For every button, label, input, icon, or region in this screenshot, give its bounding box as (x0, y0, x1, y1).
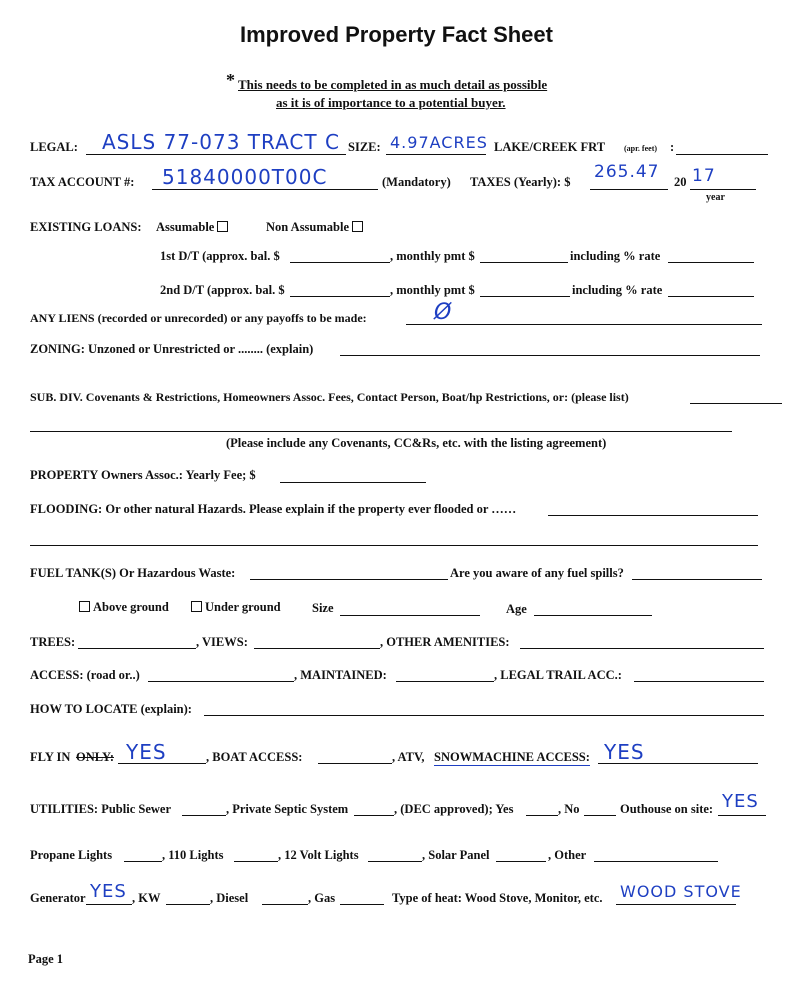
trail-line[interactable] (634, 681, 764, 682)
assumable-checkbox[interactable] (217, 221, 228, 232)
outhouse-line[interactable] (718, 815, 766, 816)
diesel-line[interactable] (262, 904, 308, 905)
maintained-line[interactable] (396, 681, 494, 682)
tank-age-line[interactable] (534, 615, 652, 616)
second-dt-rate: including % rate (572, 283, 663, 297)
trail-label: , LEGAL TRAIL ACC.: (494, 668, 622, 682)
generator-label: Generator (30, 891, 86, 905)
solar-label: , Solar Panel (422, 848, 490, 862)
year-value: 17 (692, 166, 716, 186)
l110-line[interactable] (234, 861, 278, 862)
locate-label: HOW TO LOCATE (explain): (30, 702, 192, 716)
second-dt-label: 2nd D/T (approx. bal. $ (160, 283, 285, 297)
boat-line[interactable] (318, 763, 392, 764)
snow-label: SNOWMACHINE ACCESS: (434, 750, 590, 764)
first-dt-bal-line[interactable] (290, 262, 390, 263)
locate-line[interactable] (204, 715, 764, 716)
second-dt-rate-line[interactable] (668, 296, 754, 297)
trees-label: TREES: (30, 635, 76, 649)
above-ground-option[interactable] (76, 600, 169, 615)
outhouse-value: YES (722, 791, 759, 812)
first-dt-rate: including % rate (570, 249, 661, 263)
legal-label: LEGAL: (30, 140, 78, 154)
no-label: , No (558, 802, 580, 816)
gas-line[interactable] (340, 904, 384, 905)
subdiv-line-1[interactable] (690, 403, 782, 404)
heat-value: WOOD STOVE (620, 882, 742, 901)
age-label: Age (506, 602, 527, 616)
outhouse-label: Outhouse on site: (620, 802, 714, 816)
heat-line[interactable] (616, 904, 736, 905)
non-assumable-checkbox[interactable] (352, 221, 363, 232)
subdiv-line-2[interactable] (30, 431, 732, 432)
asterisk: * (226, 70, 235, 90)
owners-fee-line[interactable] (280, 482, 426, 483)
first-dt-monthly: , monthly pmt $ (390, 249, 475, 263)
views-label: , VIEWS: (196, 635, 248, 649)
legal-line[interactable] (86, 154, 346, 155)
mandatory-label: (Mandatory) (382, 175, 451, 189)
year-line[interactable] (690, 189, 756, 190)
flooding-line-1[interactable] (548, 515, 758, 516)
zoning-line[interactable] (340, 355, 760, 356)
dec-label: , (DEC approved); Yes (394, 802, 514, 816)
tax-value: 51840000T00C (162, 165, 328, 189)
taxes-line[interactable] (590, 189, 668, 190)
sewer-line[interactable] (182, 815, 226, 816)
under-ground-label: Under ground (205, 600, 281, 614)
generator-value: YES (90, 881, 127, 902)
assumable-option[interactable] (156, 220, 231, 235)
spills-label: Are you aware of any fuel spills? (450, 566, 624, 580)
liens-value: Ø (434, 300, 453, 325)
kw-line[interactable] (166, 904, 210, 905)
snow-value: YES (604, 740, 645, 764)
l12-line[interactable] (368, 861, 422, 862)
above-ground-checkbox[interactable] (79, 601, 90, 612)
access-line[interactable] (148, 681, 294, 682)
atv-label: , ATV, (392, 750, 425, 764)
fuel-line[interactable] (250, 579, 448, 580)
gas-label: , Gas (308, 891, 336, 905)
tax-label: TAX ACCOUNT #: (30, 175, 135, 189)
boat-label: , BOAT ACCESS: (206, 750, 303, 764)
views-line[interactable] (254, 648, 380, 649)
septic-label: , Private Septic System (226, 802, 349, 816)
taxes-value: 265.47 (594, 162, 660, 182)
lake-label: LAKE/CREEK FRT (494, 140, 606, 154)
year-prefix: 20 (674, 175, 687, 189)
trees-line[interactable] (78, 648, 196, 649)
second-dt-bal-line[interactable] (290, 296, 390, 297)
amenities-label: , OTHER AMENITIES: (380, 635, 510, 649)
solar-line[interactable] (496, 861, 546, 862)
propane-label: Propane Lights (30, 848, 113, 862)
zoning-label: ZONING: Unzoned or Unrestricted or ........ (explain) (30, 342, 314, 356)
heat-label: Type of heat: Wood Stove, Monitor, etc. (392, 891, 603, 905)
year-caption: year (706, 192, 725, 203)
propane-line[interactable] (124, 861, 162, 862)
kw-label: , KW (132, 891, 161, 905)
generator-line[interactable] (86, 904, 132, 905)
other-label: , Other (548, 848, 587, 862)
above-ground-label: Above ground (93, 600, 169, 614)
amenities-line[interactable] (520, 648, 764, 649)
utilities-label: UTILITIES: Public Sewer (30, 802, 171, 816)
non-assumable-label: Non Assumable (266, 220, 350, 234)
legal-value: ASLS 77-073 TRACT C (102, 130, 340, 154)
lake-colon: : (670, 140, 675, 154)
flooding-line-2[interactable] (30, 545, 758, 546)
liens-line[interactable] (406, 324, 762, 325)
tax-line[interactable] (152, 189, 378, 190)
loans-label: EXISTING LOANS: (30, 220, 142, 234)
lake-small: (apr. feet) (624, 144, 658, 153)
fly-in-label: FLY IN (30, 750, 71, 764)
note-line-2: as it is of importance to a potential buyer. (276, 95, 506, 110)
second-dt-monthly: , monthly pmt $ (390, 283, 475, 297)
page-title: Improved Property Fact Sheet (240, 22, 553, 47)
page-number: Page 1 (28, 952, 64, 966)
l12-label: , 12 Volt Lights (278, 848, 359, 862)
under-ground-option[interactable] (188, 600, 281, 615)
l110-label: , 110 Lights (162, 848, 224, 862)
diesel-label: , Diesel (210, 891, 249, 905)
taxes-label: TAXES (Yearly): $ (470, 175, 571, 189)
first-dt-label: 1st D/T (approx. bal. $ (160, 249, 280, 263)
first-dt-pmt-line[interactable] (480, 262, 568, 263)
note-line-1: This needs to be completed in as much detail as possible (238, 77, 548, 92)
size-label: SIZE: (348, 140, 381, 154)
liens-label: ANY LIENS (recorded or unrecorded) or any payoffs to be made: (30, 311, 367, 325)
subdiv-label: SUB. DIV. Covenants & Restrictions, Homeowners Assoc. Fees, Contact Person, Boat/hp Restrictions, or: (please list) (30, 390, 629, 404)
owners-label: PROPERTY Owners Assoc.: Yearly Fee; $ (30, 468, 256, 482)
dec-yes-line[interactable] (526, 815, 558, 816)
flooding-label: FLOODING: Or other natural Hazards. Please explain if the property ever flooded or …… (30, 502, 517, 516)
second-dt-pmt-line[interactable] (480, 296, 570, 297)
assumable-label: Assumable (156, 220, 215, 234)
non-assumable-option[interactable] (266, 220, 366, 235)
tank-size-line[interactable] (340, 615, 480, 616)
dec-no-line[interactable] (584, 815, 616, 816)
fuel-label: FUEL TANK(S) Or Hazardous Waste: (30, 566, 236, 580)
size-field-label: Size (312, 601, 334, 615)
fly-in-value: YES (126, 740, 167, 764)
maintained-label: , MAINTAINED: (294, 668, 387, 682)
subdiv-note: (Please include any Covenants, CC&Rs, etc. with the listing agreement) (226, 436, 607, 450)
spills-line[interactable] (632, 579, 762, 580)
size-line[interactable] (386, 154, 486, 155)
size-value: 4.97ACRES (390, 133, 488, 152)
lake-line[interactable] (676, 154, 768, 155)
first-dt-rate-line[interactable] (668, 262, 754, 263)
other-line[interactable] (594, 861, 718, 862)
under-ground-checkbox[interactable] (191, 601, 202, 612)
septic-line[interactable] (354, 815, 394, 816)
only-struck: ONLY: (76, 750, 114, 764)
access-label: ACCESS: (road or..) (30, 668, 140, 682)
